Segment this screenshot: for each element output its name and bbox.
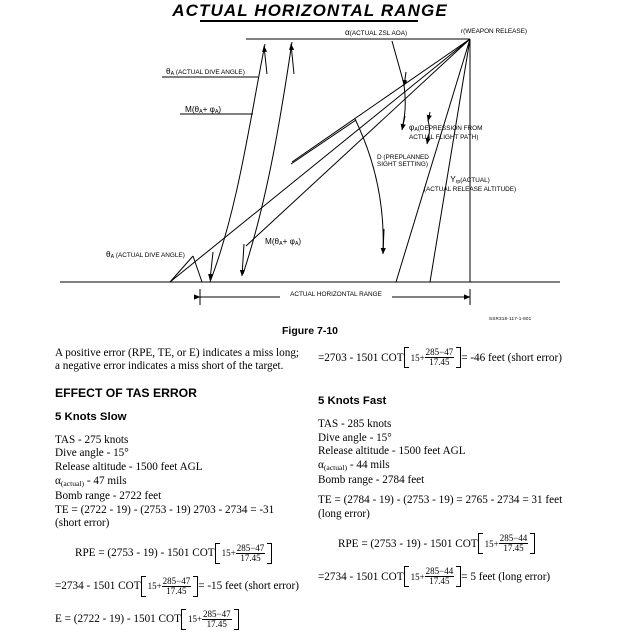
- rpe-result-tail-fast: = 5 feet (long error): [461, 570, 551, 583]
- right-column: [318, 347, 584, 587]
- spec-alpha-slow: [55, 475, 321, 491]
- e-denominator-slow: 17.45: [206, 618, 227, 629]
- alpha-symbol-slow: α: [55, 474, 61, 487]
- rpe-result-bracket-fast: [404, 566, 462, 587]
- label-actual-dive-angle-upper: [166, 68, 245, 78]
- dive-angle-upper-text: (ACTUAL DIVE ANGLE): [175, 69, 245, 76]
- m-theta-close-lower: ): [298, 237, 302, 246]
- theta-subscript-lower: A: [110, 254, 115, 260]
- intro-paragraph: [55, 347, 321, 374]
- weapon-release-text: (WEAPON RELEASE): [463, 28, 528, 35]
- left-column: [55, 347, 321, 630]
- rpe-result-bracket-slow: [141, 576, 199, 597]
- y-symbol: Y: [450, 175, 456, 184]
- spec-tas-fast: TAS - 285 knots: [318, 418, 392, 430]
- spec-release-altitude-fast: Release altitude - 1500 feet AGL: [318, 445, 466, 458]
- m-theta-close: ): [218, 105, 222, 114]
- spec-dive-angle-fast: Dive angle - 15°: [318, 431, 392, 444]
- weapon-release-symbol: r: [461, 28, 464, 35]
- rpe-equation-fast: [338, 533, 584, 554]
- intro-line-1: A positive error (RPE, TE, or E) indicates a miss long;: [55, 347, 300, 359]
- alpha-zsl-text: (ACTUAL ZSL AOA): [349, 30, 408, 37]
- label-m-theta-phi-upper: [185, 106, 221, 116]
- rpe-result-lead-slow: =2734 - 1501 COT: [55, 580, 141, 593]
- phi-subscript: A: [414, 127, 418, 133]
- te-line-2-fast: (long error): [318, 507, 370, 520]
- label-release-altitude: [404, 176, 536, 194]
- theta-symbol-lower: θ: [106, 250, 111, 259]
- y-subscript: rp: [455, 179, 461, 185]
- y-actual-text: (ACTUAL): [460, 177, 490, 184]
- spec-bomb-range-slow: Bomb range - 2722 feet: [55, 490, 162, 503]
- diagram-svg: [0, 24, 620, 314]
- rpe-result-denominator-fast: 17.45: [429, 576, 450, 587]
- alpha-sub-fast: (actual): [323, 462, 348, 472]
- theta-subscript: A: [170, 71, 175, 77]
- rpe-result-numerator-fast: 285−44: [425, 566, 454, 577]
- te-equation-slow: [55, 504, 321, 531]
- top-lead-right: =2703 - 1501 COT: [318, 351, 404, 364]
- subheading-5-knots-slow: 5 Knots Slow: [55, 410, 127, 423]
- top-numerator-right: 285−47: [425, 347, 454, 357]
- title-underline: [200, 20, 418, 22]
- release-altitude-caption: (ACTUAL RELEASE ALTITUDE): [423, 186, 517, 194]
- rpe-result-lead-fast: =2734 - 1501 COT: [318, 570, 404, 583]
- m-theta-sub-a: A: [199, 109, 203, 115]
- phi-depression-line2: ACTUAL FLIGHT PATH): [409, 134, 479, 142]
- alpha-sub-slow: (actual): [60, 478, 85, 488]
- label-alpha-zsl-aoa: [345, 29, 407, 37]
- label-actual-dive-angle-lower: [106, 251, 185, 261]
- rpe-result-numerator-slow: 285−47: [162, 575, 191, 586]
- top-bracket-right: [404, 347, 462, 368]
- body-content: [0, 347, 620, 644]
- top-denominator-right: 17.45: [429, 357, 450, 367]
- m-phi-lead: + φ: [202, 105, 215, 114]
- rpe-result-expr-lead-slow: 15+: [147, 581, 162, 592]
- figure-diagram: [0, 24, 620, 314]
- spec-alpha-fast: [318, 459, 584, 475]
- rpe-denominator-fast: 17.45: [503, 543, 524, 554]
- rpe-result-tail-slow: = -15 feet (short error): [198, 580, 299, 593]
- rpe-result-fast: [318, 566, 584, 587]
- specs-slow: [55, 434, 321, 504]
- rpe-result-denominator-slow: 17.45: [166, 585, 187, 596]
- rpe-result-expr-lead-fast: 15+: [410, 571, 425, 582]
- e-equation-slow: [55, 609, 321, 630]
- e-lead-slow: E = (2722 - 19) - 1501 COT: [55, 613, 181, 626]
- alpha-value-fast: - 44 mils: [347, 458, 390, 471]
- spec-dive-angle-slow: Dive angle - 15°: [55, 447, 129, 460]
- te-line-1-fast: TE = (2784 - 19) - (2753 - 19) = 2765 - 2734 = 31 feet: [318, 493, 563, 506]
- top-expr-lead-right: 15+: [410, 352, 425, 363]
- theta-symbol: θ: [166, 67, 171, 76]
- dive-angle-lower-text: (ACTUAL DIVE ANGLE): [115, 252, 185, 259]
- d-line2: SIGHT SETTING): [377, 161, 429, 169]
- spec-tas-slow: TAS - 275 knots: [55, 433, 129, 446]
- spec-release-altitude-slow: Release altitude - 1500 feet AGL: [55, 461, 203, 473]
- subheading-5-knots-fast: 5 Knots Fast: [318, 395, 387, 407]
- m-phi-sub-a: A: [214, 109, 219, 115]
- rpe-denominator-slow: 17.45: [240, 552, 261, 563]
- e-numerator-slow: 285−47: [203, 608, 231, 619]
- e-expr-lead-slow: 15+: [187, 614, 203, 625]
- label-phi-a-depression: [409, 124, 482, 142]
- label-weapon-release: [461, 28, 527, 35]
- alpha-value-slow: - 47 mils: [84, 474, 127, 487]
- m-phi-lead-lower: + φ: [282, 237, 295, 246]
- m-theta-lead: M(θ: [185, 105, 200, 114]
- rpe-lead-fast: RPE = (2753 - 19) - 1501 COT: [338, 537, 478, 550]
- drawing-number: SSR318-117-1-801: [489, 316, 532, 321]
- specs-fast: [318, 418, 584, 488]
- alpha-symbol: α: [345, 28, 350, 37]
- te-equation-fast: [318, 494, 584, 521]
- spec-bomb-range-fast: Bomb range - 2784 feet: [318, 474, 425, 487]
- top-continued-equation: [318, 347, 584, 368]
- phi-depression-line1: (DEPRESSION FROM: [417, 125, 483, 132]
- rpe-result-slow: [55, 576, 321, 597]
- label-d-preplanned-sight-setting: [377, 154, 429, 169]
- intro-line-2: a negative error indicates a miss short of the target.: [55, 360, 284, 373]
- rpe-expr-lead-slow: 15+: [221, 548, 236, 559]
- figure-caption: Figure 7-10: [281, 325, 339, 337]
- rpe-numerator-fast: 285−44: [499, 533, 528, 544]
- top-tail-right: = -46 feet (short error): [461, 351, 562, 364]
- rpe-bracket-fast: [478, 533, 536, 554]
- rpe-bracket-slow: [215, 543, 273, 564]
- m-theta-sub-a-lower: A: [279, 241, 283, 247]
- label-actual-horizontal-range: ACTUAL HORIZONTAL RANGE: [290, 291, 382, 298]
- te-line-2-slow: (short error): [55, 517, 110, 530]
- rpe-lead-slow: RPE = (2753 - 19) - 1501 COT: [75, 547, 215, 560]
- m-theta-lead-lower: M(θ: [265, 237, 280, 246]
- rpe-numerator-slow: 285−47: [236, 542, 265, 553]
- label-m-theta-phi-lower: [265, 238, 301, 248]
- te-line-1-slow: TE = (2722 - 19) - (2753 - 19) 2703 - 2734 = -31: [55, 503, 275, 516]
- section-heading-effect-of-tas-error: EFFECT OF TAS ERROR: [55, 385, 197, 400]
- alpha-symbol-fast: α: [318, 458, 324, 471]
- d-line1: D (PREPLANNED: [377, 154, 429, 161]
- page-title: ACTUAL HORIZONTAL RANGE: [172, 1, 448, 20]
- phi-symbol: φ: [409, 123, 415, 132]
- e-bracket-slow: [181, 609, 239, 630]
- rpe-equation-slow: [75, 543, 321, 564]
- rpe-expr-lead-fast: 15+: [484, 538, 499, 549]
- m-phi-sub-a-lower: A: [294, 241, 299, 247]
